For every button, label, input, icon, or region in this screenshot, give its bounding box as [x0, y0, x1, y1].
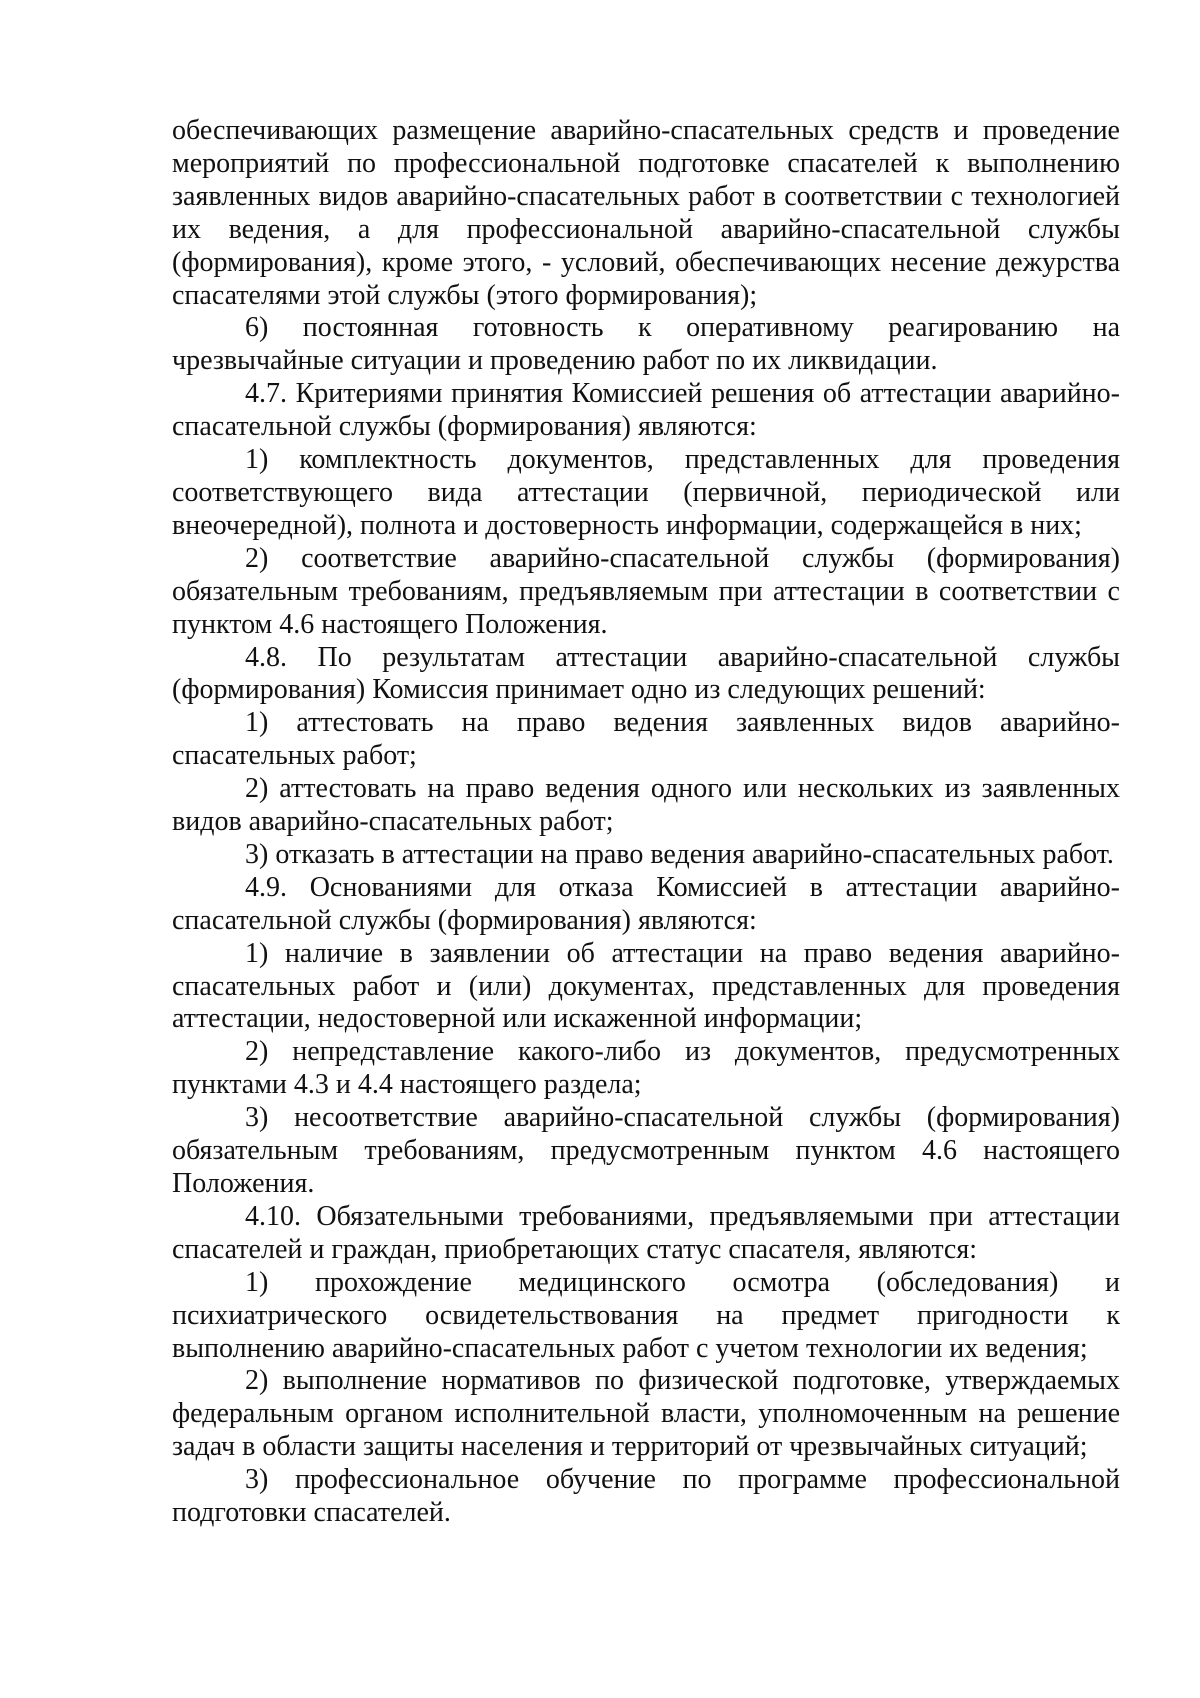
paragraph-4-7-item-1: 1) комплектность документов, представленных для проведения соответствующего вида аттестации (первичной, периодической или внеочередной), полнота и достоверность информации, содержащейся в них; [172, 444, 1120, 541]
paragraph-continuation: обеспечивающих размещение аварийно-спасательных средств и проведение мероприятий по профессиональной подготовке спасателей к выполнению заявленных видов аварийно-спасательных работ в соответствии с технологией их ведения, а для профессиональной аварийно-спасательной службы (формирования), кроме этого, - условий, обеспечивающих несение дежурства спасателями этой службы (этого формирования); [172, 115, 1120, 311]
paragraph-4-8-item-1: 1) аттестовать на право ведения заявленных видов аварийно-спасательных работ; [172, 707, 1120, 772]
paragraph-4-10-item-3: 3) профессиональное обучение по программе профессиональной подготовки спасателей. [172, 1464, 1120, 1529]
paragraph-item-6: 6) постоянная готовность к оперативному реагированию на чрезвычайные ситуации и проведению работ по их ликвидации. [172, 312, 1120, 377]
paragraph-4-8-item-2: 2) аттестовать на право ведения одного или нескольких из заявленных видов аварийно-спасательных работ; [172, 773, 1120, 838]
paragraph-4-9-item-3: 3) несоответствие аварийно-спасательной службы (формирования) обязательным требованиям, предусмотренным пунктом 4.6 настоящего Положения. [172, 1102, 1120, 1199]
paragraph-4-9-item-2: 2) непредставление какого-либо из документов, предусмотренных пунктами 4.3 и 4.4 настоящего раздела; [172, 1036, 1120, 1101]
paragraph-4-9-item-1: 1) наличие в заявлении об аттестации на право ведения аварийно-спасательных работ и (или) документах, представленных для проведения аттестации, недостоверной или искаженной информации; [172, 937, 1120, 1035]
paragraph-section-4-9: 4.9. Основаниями для отказа Комиссией в аттестации аварийно-спасательной службы (формирования) являются: [172, 871, 1120, 936]
paragraph-4-7-item-2: 2) соответствие аварийно-спасательной службы (формирования) обязательным требованиям, предъявляемым при аттестации в соответствии с пунктом 4.6 настоящего Положения. [172, 542, 1120, 640]
paragraph-section-4-8: 4.8. По результатам аттестации аварийно-спасательной службы (формирования) Комиссия принимает одно из следующих решений: [172, 641, 1120, 706]
paragraph-4-10-item-1: 1) прохождение медицинского осмотра (обследования) и психиатрического освидетельствования на предмет пригодности к выполнению аварийно-спасательных работ с учетом технологии их ведения; [172, 1266, 1120, 1364]
paragraph-4-8-item-3: 3) отказать в аттестации на право ведения аварийно-спасательных работ. [245, 838, 1114, 870]
paragraph-section-4-10: 4.10. Обязательными требованиями, предъявляемыми при аттестации спасателей и граждан, приобретающих статус спасателя, являются: [172, 1200, 1120, 1265]
document-page [172, 115, 1120, 1530]
paragraph-4-10-item-2: 2) выполнение нормативов по физической подготовке, утверждаемых федеральным органом исполнительной власти, уполномоченным на решение задач в области защиты населения и территорий от чрезвычайных ситуаций; [172, 1365, 1120, 1463]
paragraph-section-4-7: 4.7. Критериями принятия Комиссией решения об аттестации аварийно-спасательной службы (формирования) являются: [172, 378, 1120, 443]
